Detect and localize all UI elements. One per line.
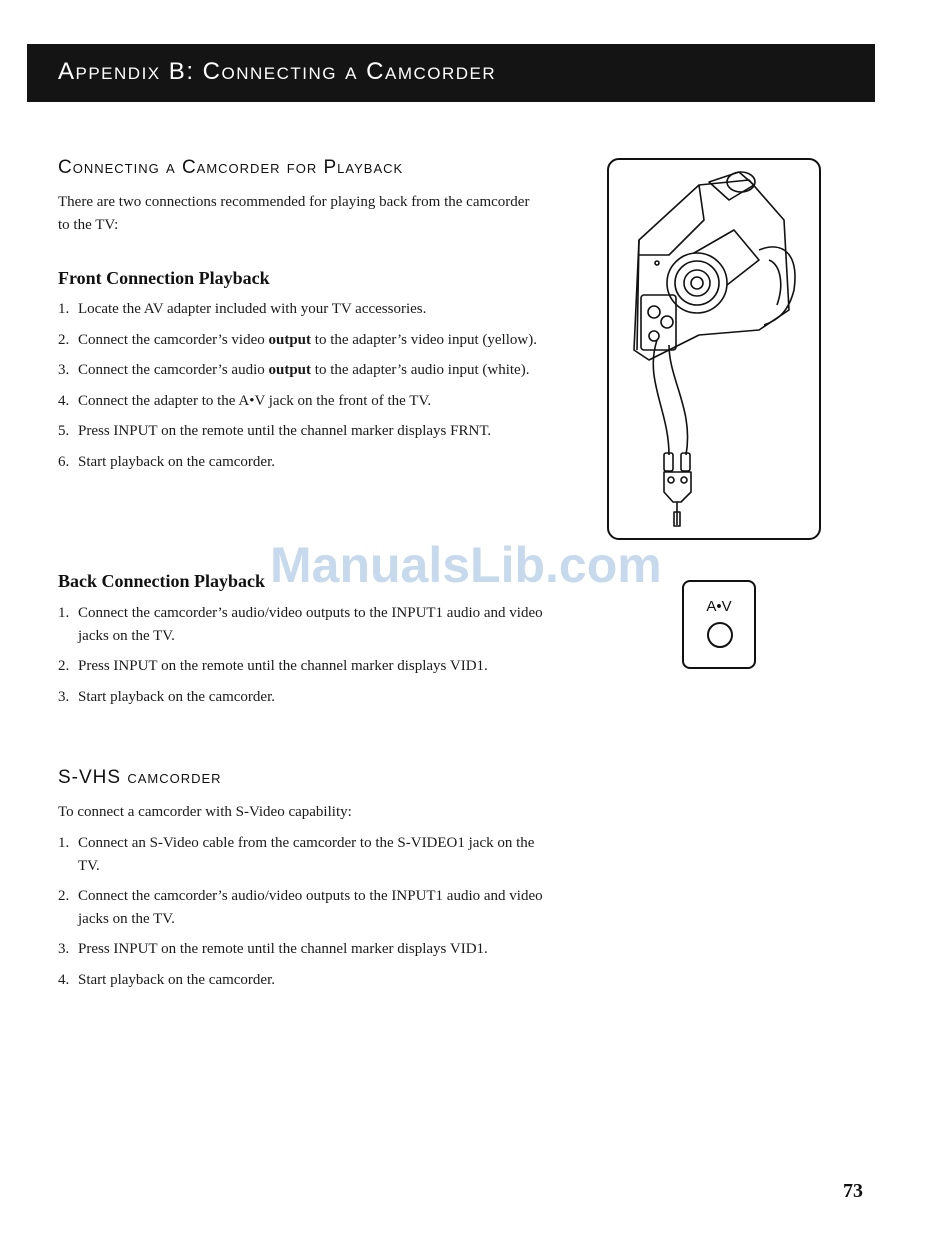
step-number: 1. [58,835,70,851]
av-jack-label: A•V [706,598,732,615]
step-text [78,941,488,957]
step-number: 5. [58,423,70,439]
camcorder-icon [609,160,819,538]
step-text-part: to the adapter’s video input (yellow). [311,331,537,348]
watermark: ManualsLib.com [270,537,662,593]
step-number: 3. [58,362,70,378]
header-banner [27,44,875,102]
step-text-part: Start playback on the camcorder. [78,971,276,988]
list-item [58,938,548,961]
step-text-part: Connect the camcorder’s video [78,331,269,348]
svhs-intro: To connect a camcorder with S-Video capability: [58,804,352,820]
av-jack-figure [682,580,756,669]
step-text-part: Locate the AV adapter included with your TV accessories. [78,301,427,317]
list-item [58,298,548,321]
step-number: 4. [58,392,70,409]
step-text [78,658,488,674]
step-text-part: Connect the camcorder’s audio/video outputs to the INPUT1 audio and video jacks on the TV. [78,888,543,927]
list-item [58,602,548,647]
svhs-steps-list [58,832,548,991]
step-text [78,332,537,348]
step-number: 1. [58,301,70,317]
list-item [58,686,548,709]
page-title: Appendix B: Connecting a Camcorder [58,58,497,85]
step-text [78,362,529,378]
jack-icon [707,622,733,648]
step-text [78,888,543,927]
step-emphasis: output [268,362,312,378]
step-text-part: Connect the adapter to the A•V jack on the front of the TV. [78,392,432,409]
list-item [58,359,548,382]
step-text [78,393,431,409]
step-number: 2. [58,658,70,674]
step-text-part: Start playback on the camcorder. [78,688,276,705]
step-text-part: Connect the camcorder’s audio/video outputs to the INPUT1 audio and video jacks on the TV. [78,605,543,644]
step-number: 6. [58,453,70,470]
step-text [78,605,543,644]
playback-intro: There are two connections recommended for playing back from the camcorder to the TV: [58,194,530,233]
section-heading-svhs: S-VHS camcorder [58,767,222,788]
step-text [78,972,275,988]
list-item [58,420,548,443]
step-number: 2. [58,331,70,348]
step-text-part: to the adapter’s audio input (white). [311,362,530,378]
step-number: 3. [58,941,70,957]
step-text [78,423,491,439]
step-text-part: Press INPUT on the remote until the channel marker displays FRNT. [78,423,492,439]
subheading-back-connection: Back Connection Playback [58,571,266,591]
list-item [58,832,548,877]
section-heading-playback: Connecting a Camcorder for Playback [58,157,404,178]
step-number: 3. [58,688,70,705]
list-item [58,655,548,678]
page-number: 73 [843,1180,863,1202]
step-text-part: Connect an S-Video cable from the camcorder to the S-VIDEO1 jack on the TV. [78,835,535,874]
step-number: 1. [58,605,70,621]
step-number: 4. [58,971,70,988]
step-text-part: Press INPUT on the remote until the channel marker displays VID1. [78,658,488,674]
list-item [58,329,548,352]
step-text-part: Start playback on the camcorder. [78,453,276,470]
list-item [58,969,548,992]
step-text [78,454,275,470]
step-text [78,835,534,874]
back-steps-list [58,602,548,708]
step-text-part: Press INPUT on the remote until the channel marker displays VID1. [78,941,488,957]
step-emphasis: output [268,331,312,348]
front-steps-list [58,298,548,473]
list-item [58,885,548,930]
subheading-front-connection: Front Connection Playback [58,268,270,288]
list-item [58,390,548,413]
camcorder-figure [607,158,821,540]
step-number: 2. [58,888,70,904]
step-text [78,689,275,705]
step-text-part: Connect the camcorder’s audio [78,362,269,378]
list-item [58,451,548,474]
step-text [78,301,426,317]
